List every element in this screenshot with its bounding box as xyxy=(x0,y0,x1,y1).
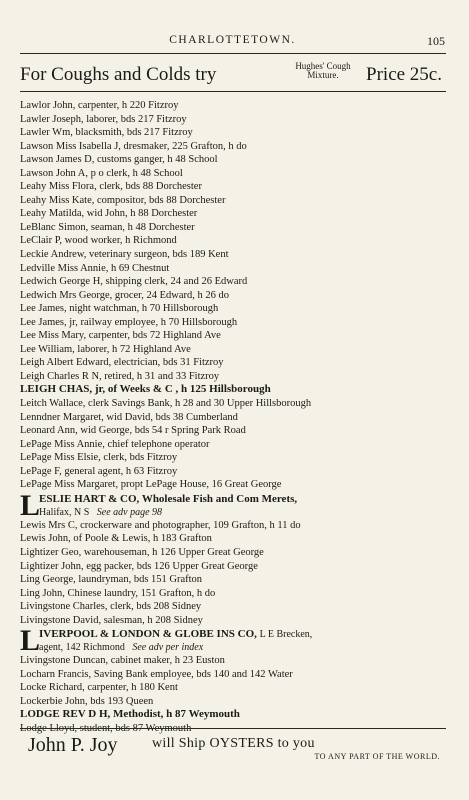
list-item: Lewis Mrs C, crockerware and photographer, 109 Grafton, h 11 do xyxy=(20,519,301,531)
top-ad-text: For Coughs and Colds try xyxy=(20,64,217,85)
ad-heading: ESLIE HART & CO, Wholesale Fish and Com Merets, xyxy=(39,492,298,505)
bottom-ad-tagline: TO ANY PART OF THE WORLD. xyxy=(314,752,440,761)
list-item: LePage Miss Elsie, clerk, bds Fitzroy xyxy=(20,452,178,464)
list-item: Lenndner Margaret, wid David, bds 38 Cumberland xyxy=(20,411,238,423)
list-item: Lawson Miss Isabella J, dresmaker, 225 Grafton, h do xyxy=(20,140,247,152)
ad-drop-initial: L xyxy=(20,624,41,658)
bottom-ad-rule xyxy=(20,728,446,729)
list-item: Lawlor John, carpenter, h 220 Fitzroy xyxy=(20,100,179,111)
list-item: Lewis John, of Poole & Lewis, h 183 Grafton xyxy=(20,533,212,545)
ad-see-reference: See adv per index xyxy=(132,642,204,654)
page-title: CHARLOTTETOWN. xyxy=(169,34,296,46)
list-item: Ledville Miss Annie, h 69 Chestnut xyxy=(20,262,170,274)
list-item: Leigh Charles R N, retired, h 31 and 33 Fitzroy xyxy=(20,370,220,382)
bottom-ad-name: John P. Joy xyxy=(28,734,118,756)
list-item: Lee William, laborer, h 72 Highland Ave xyxy=(20,343,191,355)
bottom-ad-service: will Ship OYSTERS to you xyxy=(152,736,315,751)
list-item: Lockerbie John, bds 193 Queen xyxy=(20,695,154,707)
list-item: Lightizer Geo, warehouseman, h 126 Upper Great George xyxy=(20,546,264,558)
list-item: LePage Miss Annie, chief telephone operator xyxy=(20,438,210,450)
ad-company: IVERPOOL & LONDON & GLOBE INS CO, xyxy=(39,628,257,641)
page-number: 105 xyxy=(427,34,445,48)
bottom-advertisement xyxy=(20,734,446,764)
list-item: Leahy Miss Kate, compositor, bds 88 Dorchester xyxy=(20,194,226,206)
list-item: Leahy Miss Flora, clerk, bds 88 Dorchester xyxy=(20,181,202,193)
top-advertisement xyxy=(20,62,446,86)
list-item: Lawson James D, customs ganger, h 48 School xyxy=(20,154,218,166)
list-item: Lee Miss Mary, carpenter, bds 72 Highland Ave xyxy=(20,330,221,342)
ad-subline xyxy=(39,506,162,519)
ad-agent-name: L E Brecken, xyxy=(259,629,313,641)
top-ad-brand-line2: Mixture. xyxy=(307,70,339,80)
list-item: Lawler Wm, blacksmith, bds 217 Fitzroy xyxy=(20,127,193,139)
list-item: Leonard Ann, wid George, bds 54 r Spring Park Road xyxy=(20,425,246,437)
header-rule xyxy=(20,53,446,54)
list-item: LeBlanc Simon, seaman, h 48 Dorchester xyxy=(20,221,195,233)
directory-listing xyxy=(20,99,450,736)
list-item: Leigh Albert Edward, electrician, bds 31 Fitzroy xyxy=(20,357,224,369)
list-item: Leitch Wallace, clerk Savings Bank, h 28 and 30 Upper Hillsborough xyxy=(20,398,312,410)
liverpool-insurance-advertisement xyxy=(20,624,450,658)
list-item-bold: LODGE REV D H, Methodist, h 87 Weymouth xyxy=(20,708,240,721)
list-item: Lee James, night watchman, h 70 Hillsborough xyxy=(20,303,219,315)
list-item: Lightizer John, egg packer, bds 126 Upper Great George xyxy=(20,560,258,572)
list-item: LePage Miss Margaret, propt LePage House, 16 Great George xyxy=(20,479,282,491)
list-item: Lawson John A, p o clerk, h 48 School xyxy=(20,167,183,179)
list-item: Ling George, laundryman, bds 151 Grafton xyxy=(20,574,203,586)
list-item: Leahy Matilda, wid John, h 88 Dorchester xyxy=(20,208,198,220)
ad-subline xyxy=(39,641,203,654)
list-item: Locke Richard, carpenter, h 180 Kent xyxy=(20,682,178,694)
leslie-hart-advertisement xyxy=(20,488,450,522)
running-header xyxy=(20,34,445,48)
ad-drop-initial: L xyxy=(20,488,41,522)
list-item: Lee James, jr, railway employee, h 70 Hillsborough xyxy=(20,316,238,328)
list-item: LePage F, general agent, h 63 Fitzroy xyxy=(20,465,178,477)
list-item: Ledwich George H, shipping clerk, 24 and 26 Edward xyxy=(20,276,248,288)
ad-see-reference: See adv page 98 xyxy=(96,506,163,518)
list-item: Lawler Joseph, laborer, bds 217 Fitzroy xyxy=(20,113,187,125)
list-item: LeClair P, wood worker, h Richmond xyxy=(20,235,177,247)
list-item: Ling John, Chinese laundry, 151 Grafton, h do xyxy=(20,587,216,599)
list-item: Ledwich Mrs George, grocer, 24 Edward, h 26 do xyxy=(20,289,230,301)
list-item: Livingstone Charles, clerk, bds 208 Sidney xyxy=(20,601,202,613)
list-item: Lodge Lloyd, student, bds 87 Weymouth xyxy=(20,722,192,734)
list-item: Livingstone Duncan, cabinet maker, h 23 Euston xyxy=(20,655,225,667)
ad-agent: agent, 142 Richmond xyxy=(39,642,125,654)
top-ad-brand-line1: Hughes' Cough xyxy=(295,61,351,71)
list-item: Locharn Francis, Saving Bank employee, bds 140 and 142 Water xyxy=(20,668,293,680)
top-ad-rule xyxy=(20,91,446,92)
ad-city: Halifax, N S xyxy=(39,506,90,518)
list-item: Livingstone David, salesman, h 208 Sidney xyxy=(20,614,203,626)
list-item-bold: LEIGH CHAS, jr, of Weeks & C , h 125 Hillsborough xyxy=(20,383,271,396)
top-ad-price: Price 25c. xyxy=(366,64,442,85)
list-item: Leckie Andrew, veterinary surgeon, bds 189 Kent xyxy=(20,249,229,261)
top-ad-brand xyxy=(291,62,355,80)
ad-heading xyxy=(39,627,312,642)
